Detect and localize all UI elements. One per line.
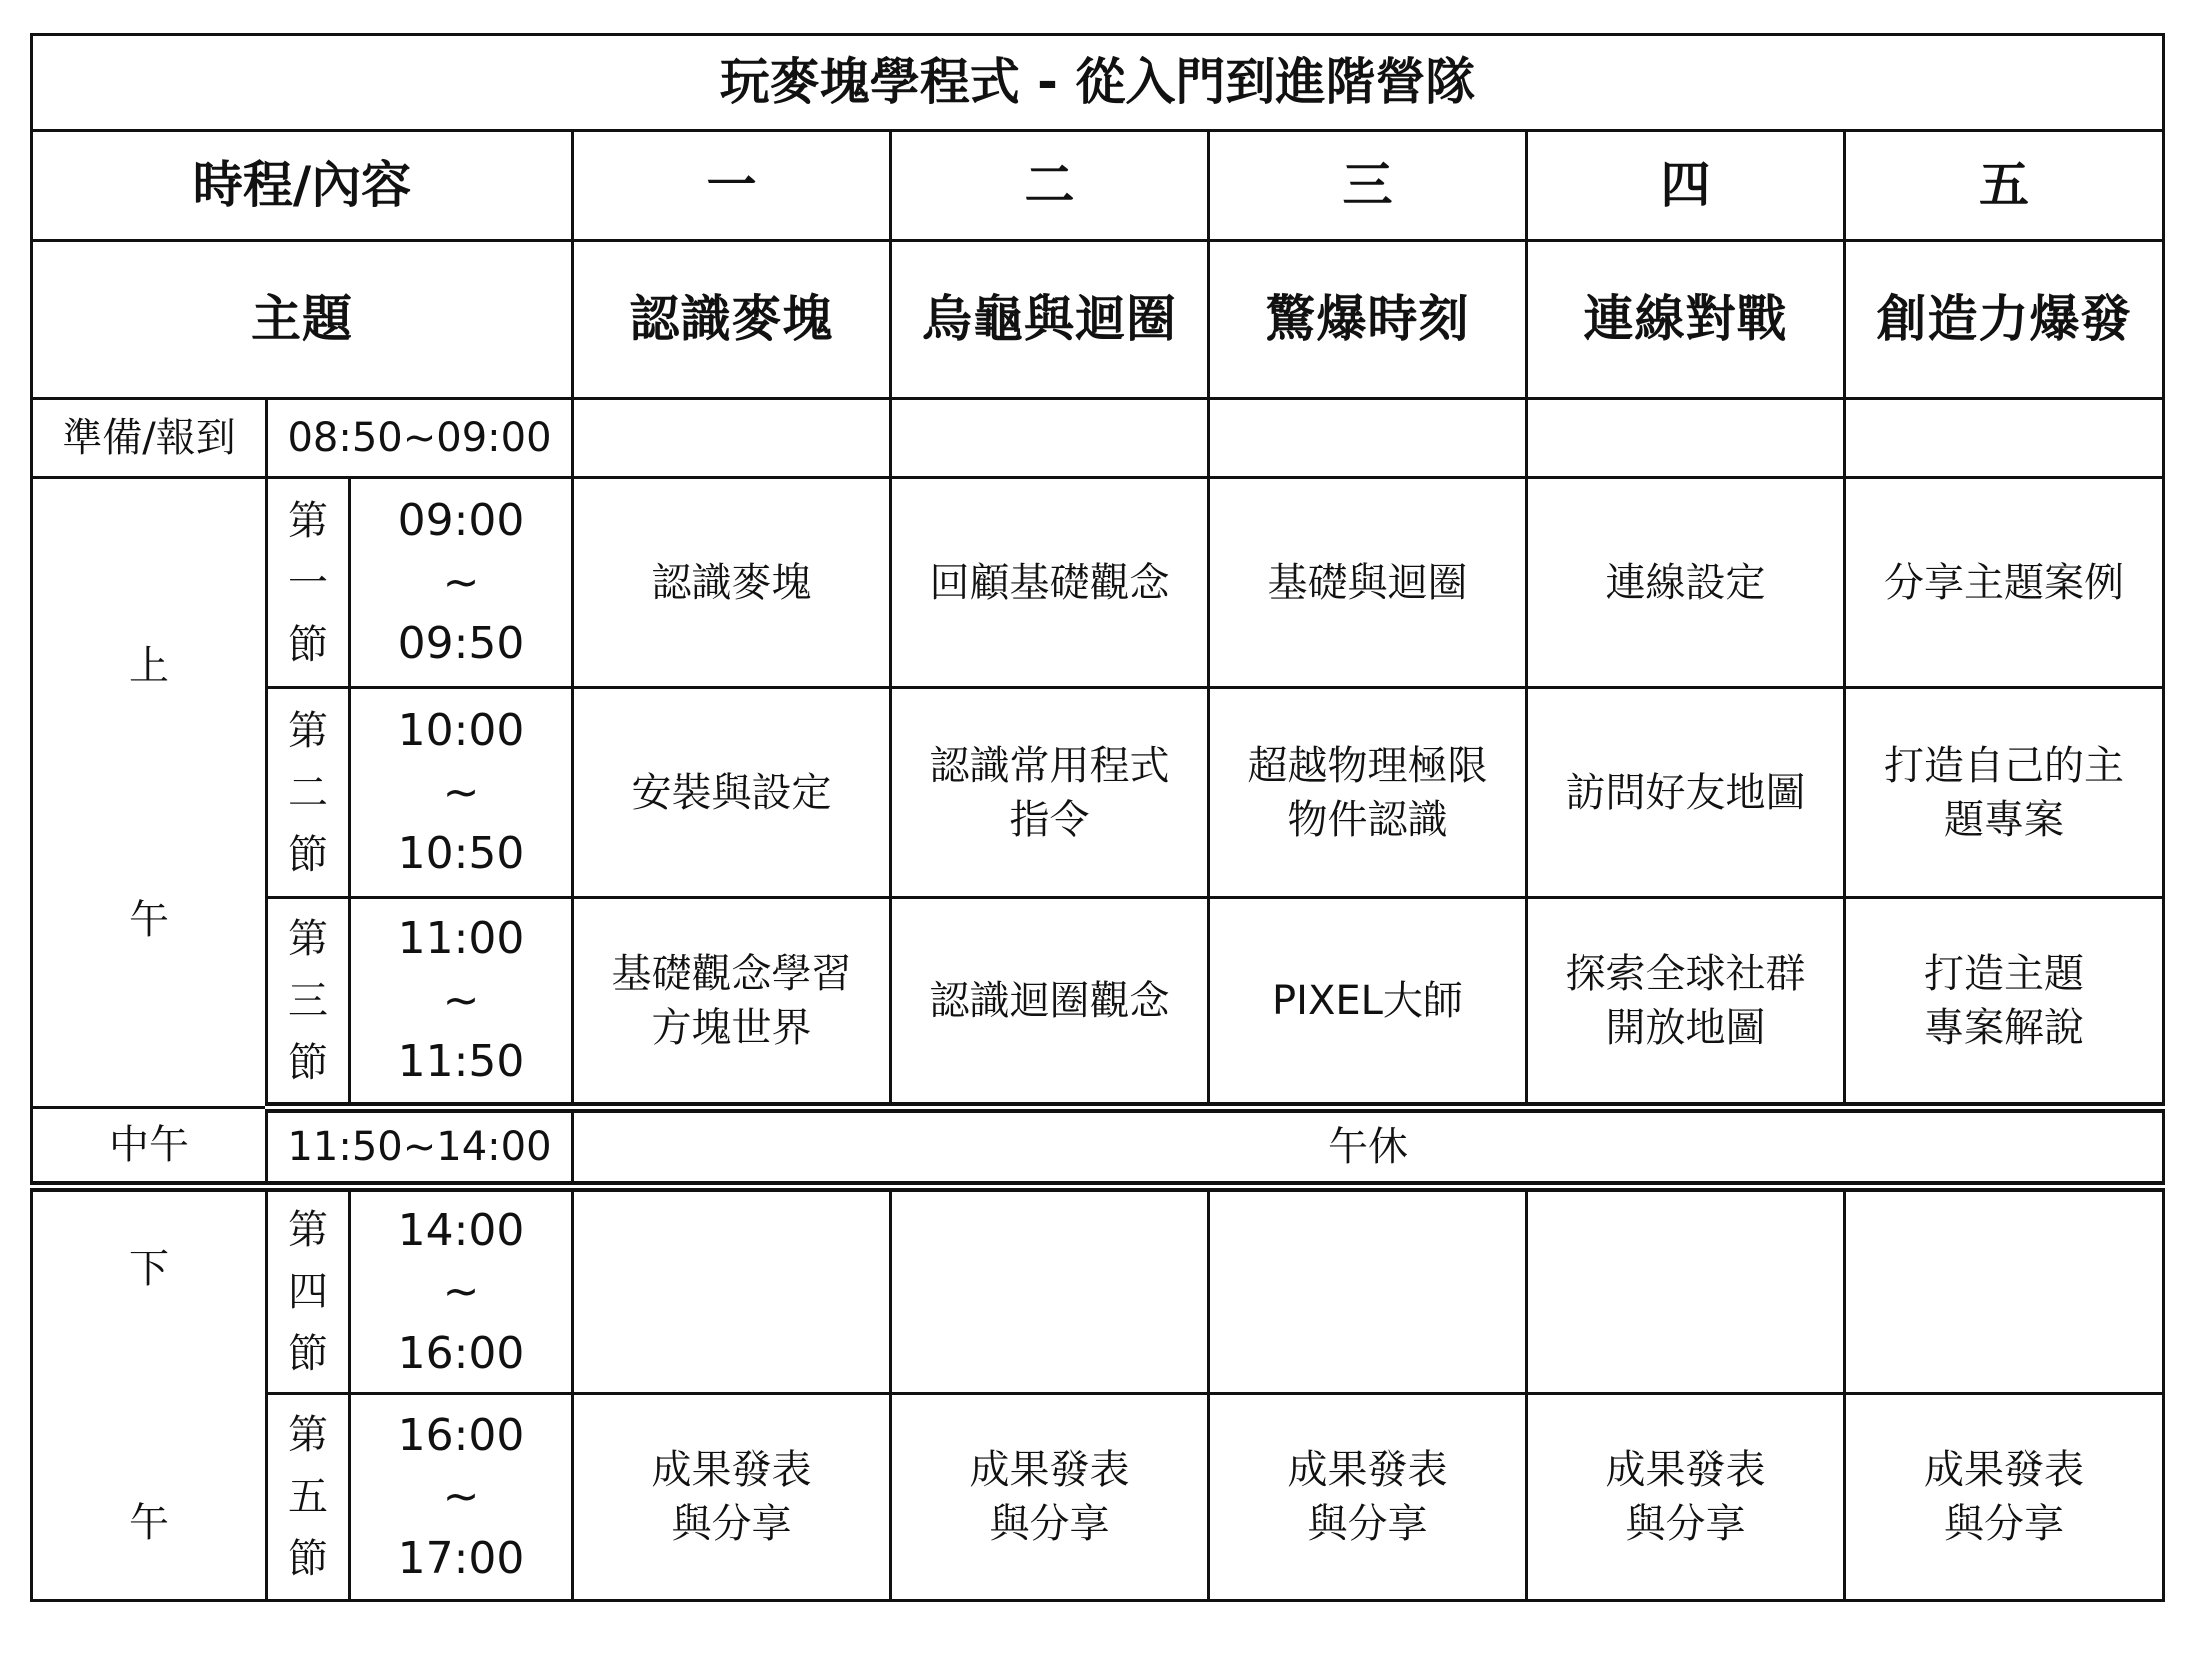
session-cell: 分享主題案例 xyxy=(1845,478,2164,688)
period-ordinal: 第 二 節 xyxy=(267,688,350,898)
schedule-title: 玩麥塊學程式 - 從入門到進階營隊 xyxy=(32,35,2164,131)
topic-label: 主題 xyxy=(32,241,573,399)
period-time: 10:00 ~ 10:50 xyxy=(350,688,573,898)
session-cell: 超越物理極限 物件認識 xyxy=(1209,688,1527,898)
afternoon-label xyxy=(32,1187,267,1601)
session-cell: 成果發表 與分享 xyxy=(1845,1394,2164,1601)
period-time: 14:00 ~ 16:00 xyxy=(350,1187,573,1394)
period-ordinal: 第 一 節 xyxy=(267,478,350,688)
session-cell xyxy=(1527,1187,1845,1394)
session-cell: 成果發表 與分享 xyxy=(891,1394,1209,1601)
session-cell: 打造主題 專案解說 xyxy=(1845,898,2164,1108)
session-cell: 認識麥塊 xyxy=(573,478,891,688)
morning-label xyxy=(32,478,267,1108)
session-cell: 成果發表 與分享 xyxy=(1527,1394,1845,1601)
session-cell: 成果發表 與分享 xyxy=(573,1394,891,1601)
afternoon-label-bottom: 午 xyxy=(129,1499,169,1546)
session-cell: 成果發表 與分享 xyxy=(1209,1394,1527,1601)
empty-cell xyxy=(1209,399,1527,478)
period-time: 09:00 ~ 09:50 xyxy=(350,478,573,688)
day-header: 一 xyxy=(573,131,891,241)
period-time: 11:00 ~ 11:50 xyxy=(350,898,573,1108)
empty-cell xyxy=(891,399,1209,478)
session-cell: 回顧基礎觀念 xyxy=(891,478,1209,688)
session-cell xyxy=(1845,1187,2164,1394)
topic-cell: 認識麥塊 xyxy=(573,241,891,399)
noon-label: 中午 xyxy=(32,1108,267,1187)
session-cell: 基礎與迴圈 xyxy=(1209,478,1527,688)
period-ordinal: 第 四 節 xyxy=(267,1187,350,1394)
prep-time: 08:50~09:00 xyxy=(267,399,573,478)
noon-time: 11:50~14:00 xyxy=(267,1108,573,1187)
empty-cell xyxy=(1845,399,2164,478)
session-cell: PIXEL大師 xyxy=(1209,898,1527,1108)
session-cell: 訪問好友地圖 xyxy=(1527,688,1845,898)
afternoon-label-top: 下 xyxy=(129,1245,169,1292)
topic-cell: 烏龜與迴圈 xyxy=(891,241,1209,399)
topic-cell: 創造力爆發 xyxy=(1845,241,2164,399)
session-cell: 認識常用程式 指令 xyxy=(891,688,1209,898)
day-header: 五 xyxy=(1845,131,2164,241)
lunch-break: 午休 xyxy=(573,1108,2164,1187)
morning-label-bottom: 午 xyxy=(129,896,169,943)
morning-label-top: 上 xyxy=(129,642,169,689)
period-time: 16:00 ~ 17:00 xyxy=(350,1394,573,1601)
schedule-table xyxy=(30,33,2165,1602)
session-cell: 連線設定 xyxy=(1527,478,1845,688)
session-cell: 打造自己的主 題專案 xyxy=(1845,688,2164,898)
empty-cell xyxy=(573,399,891,478)
empty-cell xyxy=(1527,399,1845,478)
day-header: 四 xyxy=(1527,131,1845,241)
day-header: 二 xyxy=(891,131,1209,241)
topic-cell: 連線對戰 xyxy=(1527,241,1845,399)
day-header: 三 xyxy=(1209,131,1527,241)
session-cell: 探索全球社群 開放地圖 xyxy=(1527,898,1845,1108)
prep-label: 準備/報到 xyxy=(32,399,267,478)
session-cell xyxy=(891,1187,1209,1394)
header-label: 時程/內容 xyxy=(32,131,573,241)
session-cell xyxy=(573,1187,891,1394)
session-cell: 基礎觀念學習 方塊世界 xyxy=(573,898,891,1108)
session-cell: 安裝與設定 xyxy=(573,688,891,898)
period-ordinal: 第 五 節 xyxy=(267,1394,350,1601)
session-cell xyxy=(1209,1187,1527,1394)
topic-cell: 驚爆時刻 xyxy=(1209,241,1527,399)
session-cell: 認識迴圈觀念 xyxy=(891,898,1209,1108)
period-ordinal: 第 三 節 xyxy=(267,898,350,1108)
